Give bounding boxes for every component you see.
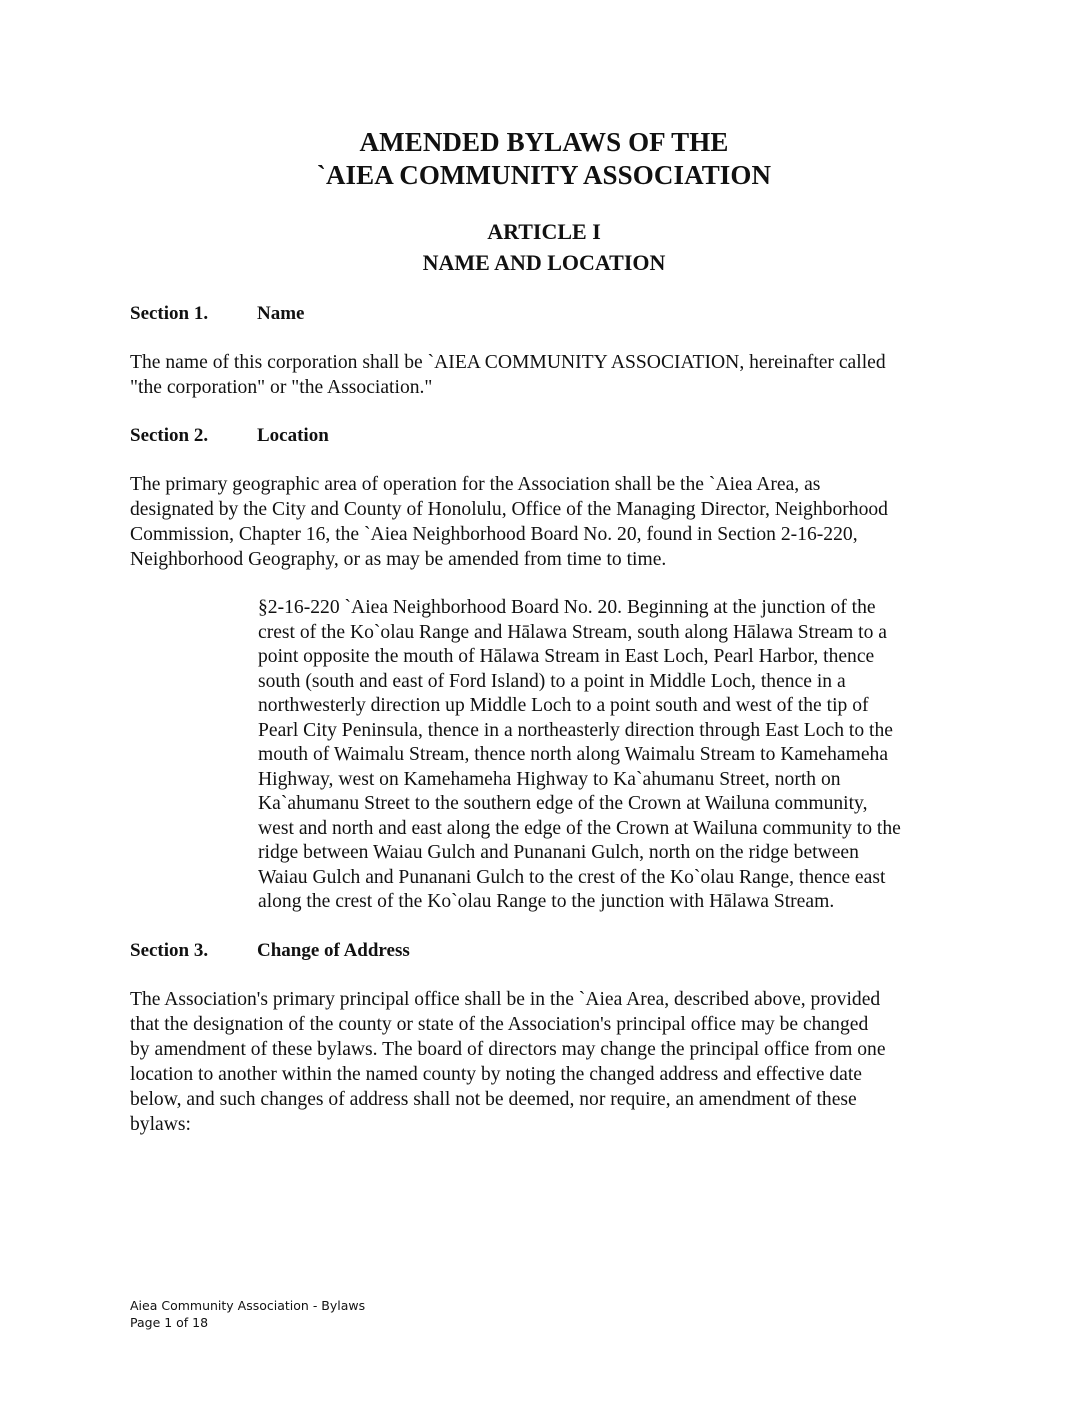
quote-line: south (south and east of Ford Island) to a point in Middle Loch, thence in a: [258, 670, 846, 692]
paragraph-line: "the corporation" or "the Association.": [130, 377, 433, 398]
quote-line: west and north and east along the edge of the Crown at Wailuna community to the: [258, 817, 901, 839]
paragraph-line: Commission, Chapter 16, the `Aiea Neighborhood Board No. 20, found in Section 2-16-220,: [130, 524, 858, 545]
paragraph-line: designated by the City and County of Honolulu, Office of the Managing Director, Neighborhood: [130, 499, 888, 520]
section-2-number: Section 2.: [130, 425, 209, 446]
section-2-heading: [130, 424, 329, 448]
paragraph-line: below, and such changes of address shall not be deemed, nor require, an amendment of these: [130, 1089, 857, 1110]
quote-line: mouth of Waimalu Stream, thence north along Waimalu Stream to Kamehameha: [258, 744, 889, 765]
footer-page-number: Page 1 of 18: [130, 1315, 209, 1330]
quote-line: along the crest of the Ko`olau Range to the junction with Hālawa Stream.: [258, 891, 835, 912]
section-2-geography-quote: [258, 596, 970, 915]
section-1-number: Section 1.: [130, 303, 209, 324]
quote-line: northwesterly direction up Middle Loch to a point south and west of the tip of: [258, 695, 869, 716]
article-heading: [0, 216, 1088, 278]
section-1-heading: [130, 302, 304, 326]
section-1-title: Name: [257, 303, 305, 324]
article-number: ARTICLE I: [487, 219, 601, 244]
paragraph-line: that the designation of the county or state of the Association's principal office may be changed: [130, 1014, 869, 1035]
quote-line: ridge between Waiau Gulch and Punanani Gulch, north on the ridge between: [258, 842, 859, 863]
footer-document-name: Aiea Community Association - Bylaws: [130, 1298, 366, 1313]
paragraph-line: The primary geographic area of operation for the Association shall be the `Aiea Area, as: [130, 474, 821, 495]
quote-line: Ka`ahumanu Street to the southern edge of the Crown at Wailuna community,: [258, 793, 868, 814]
quote-line: crest of the Ko`olau Range and Hālawa Stream, south along Hālawa Stream to a: [258, 621, 887, 643]
quote-line: point opposite the mouth of Hālawa Stream in East Loch, Pearl Harbor, thence: [258, 646, 875, 667]
quote-line: §2-16-220 `Aiea Neighborhood Board No. 20. Beginning at the junction of the: [258, 597, 876, 618]
page-footer: [130, 1297, 365, 1331]
section-2-title: Location: [257, 425, 329, 446]
document-title-line-1: AMENDED BYLAWS OF THE: [359, 127, 729, 157]
quote-line: Pearl City Peninsula, thence in a northeasterly direction through East Loch to the: [258, 719, 893, 741]
section-3-title: Change of Address: [257, 940, 410, 961]
article-title: NAME AND LOCATION: [422, 250, 666, 275]
section-3-number: Section 3.: [130, 940, 209, 961]
section-2-paragraph: [130, 472, 966, 572]
document-title-line-2: `AIEA COMMUNITY ASSOCIATION: [316, 160, 772, 190]
paragraph-line: Neighborhood Geography, or as may be amended from time to time.: [130, 549, 667, 570]
document-title: [0, 126, 1088, 192]
paragraph-line: The Association's primary principal office shall be in the `Aiea Area, described above, provided: [130, 989, 881, 1010]
quote-line: Waiau Gulch and Punanani Gulch to the crest of the Ko`olau Range, thence east: [258, 866, 886, 888]
section-1-paragraph: [130, 350, 966, 400]
paragraph-line: by amendment of these bylaws. The board of directors may change the principal office from one: [130, 1039, 886, 1060]
paragraph-line: bylaws:: [130, 1114, 191, 1135]
section-3-paragraph: [130, 987, 966, 1137]
quote-line: Highway, west on Kamehameha Highway to Ka`ahumanu Street, north on: [258, 768, 841, 790]
paragraph-line: The name of this corporation shall be `AIEA COMMUNITY ASSOCIATION, hereinafter called: [130, 352, 886, 373]
section-3-heading: [130, 939, 410, 963]
paragraph-line: location to another within the named county by noting the changed address and effective date: [130, 1064, 862, 1085]
